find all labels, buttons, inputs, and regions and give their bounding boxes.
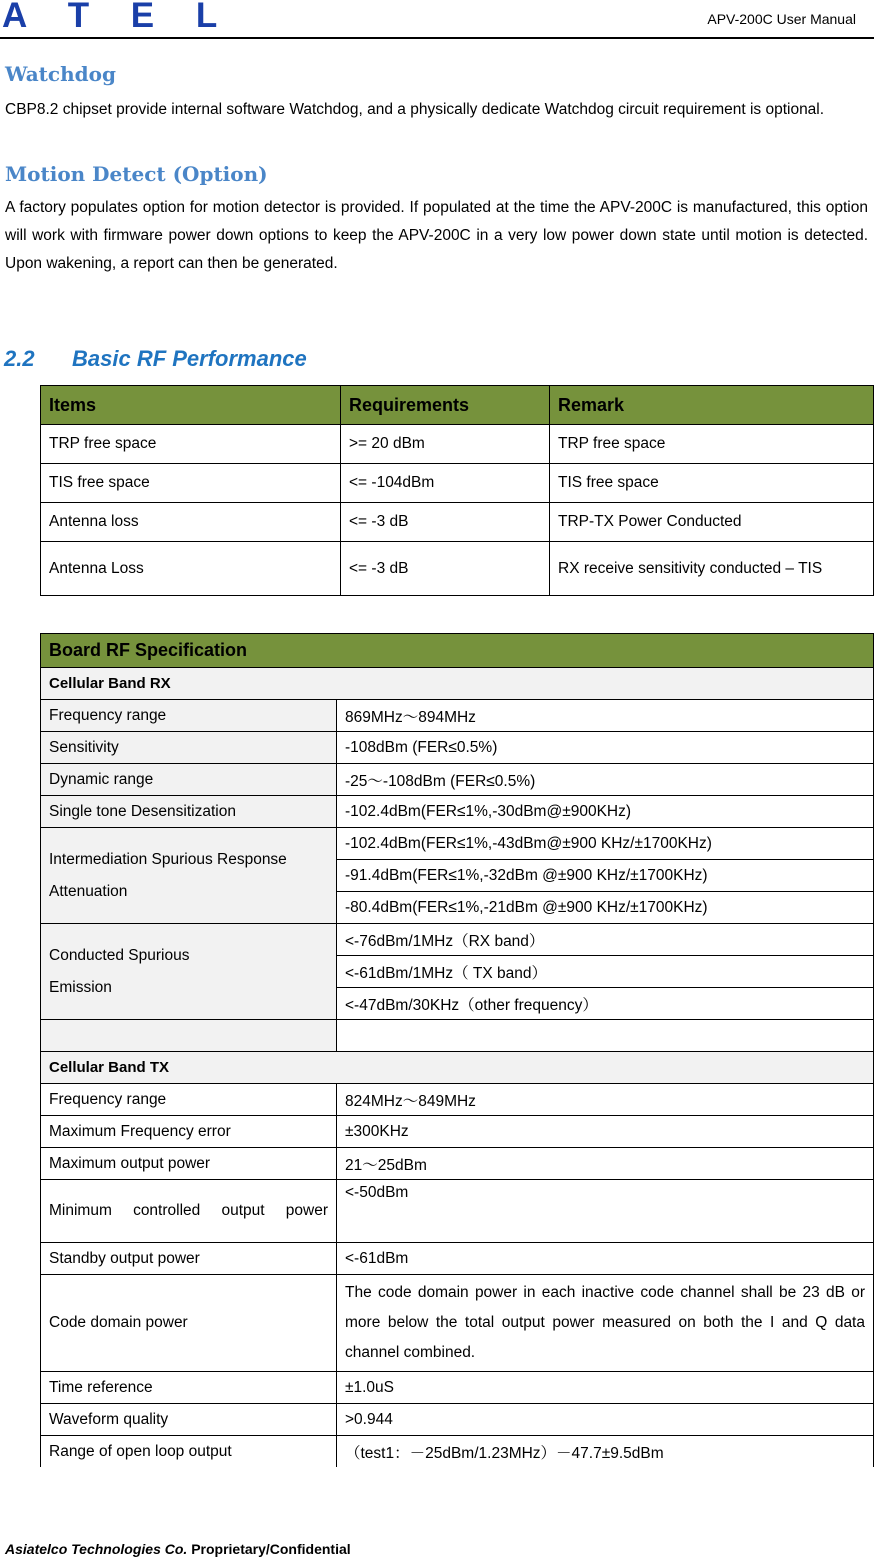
spec-value: The code domain power in each inactive code channel shall be 23 dB or more below the total output power measured on both the I and Q data channel combined. [337,1275,874,1372]
board-rf-table [40,633,874,1467]
section-title [4,346,307,372]
cell-remark: TRP free space [550,425,874,464]
table-row [41,1436,874,1468]
basic-rf-table [40,385,874,596]
spec-value: 824MHz～849MHz [337,1084,874,1116]
footer-note: Proprietary/Confidential [191,1541,351,1557]
cell-item: TIS free space [41,464,341,503]
watchdog-paragraph: CBP8.2 chipset provide internal software Watchdog, and a physically dedicate Watchdog circuit requirement is optional. [5,101,825,118]
table-row [41,828,874,860]
spec-label: Maximum output power [41,1148,337,1180]
header-divider [0,37,874,39]
table-row [41,464,874,503]
cell-item: Antenna loss [41,503,341,542]
cse-label: Conducted Spurious Emission [41,924,337,1020]
spec-value: <-61dBm [337,1243,874,1275]
cell-requirement: <= -104dBm [341,464,550,503]
table-row [41,1180,874,1243]
table-row [41,764,874,796]
empty-cell [41,1020,337,1052]
spec-label: Frequency range [41,1084,337,1116]
spec-label: Maximum Frequency error [41,1116,337,1148]
spec-value: -102.4dBm(FER≤1%,-43dBm@±900 KHz/±1700KHz) [337,828,874,860]
spec-value: >0.944 [337,1404,874,1436]
spec-label: Code domain power [41,1275,337,1372]
spec-value: <-50dBm [337,1180,874,1243]
table-row [41,700,874,732]
table-row [41,503,874,542]
spec-value: ±1.0uS [337,1372,874,1404]
header-requirements: Requirements [341,386,550,425]
spec-value: -80.4dBm(FER≤1%,-21dBm @±900 KHz/±1700KHz) [337,892,874,924]
table-row [41,1404,874,1436]
spec-value: <-61dBm/1MHz（ TX band） [337,956,874,988]
spec-value: ±300KHz [337,1116,874,1148]
table-row [41,1148,874,1180]
section-number: 2.2 [4,346,35,371]
footer-company: Asiatelco Technologies Co. [5,1541,188,1557]
cell-requirement: <= -3 dB [341,503,550,542]
cell-remark: TIS free space [550,464,874,503]
table-header-row [41,386,874,425]
spec-value: <-76dBm/1MHz（RX band） [337,924,874,956]
spec-label: Minimum controlled output power [41,1180,337,1243]
spec-value: 21～25dBm [337,1148,874,1180]
table-row [41,732,874,764]
document-title: APV-200C User Manual [707,11,856,27]
cell-requirement: >= 20 dBm [341,425,550,464]
company-logo: A T E L [2,0,234,35]
cell-item: TRP free space [41,425,341,464]
spec-label: Single tone Desensitization [41,796,337,828]
spec-label: Frequency range [41,700,337,732]
spec-label: Time reference [41,1372,337,1404]
table-row [41,425,874,464]
cell-remark: RX receive sensitivity conducted – TIS [550,542,874,596]
spec-value: -102.4dBm(FER≤1%,-30dBm@±900KHz) [337,796,874,828]
table-row [41,924,874,956]
cell-remark: TRP-TX Power Conducted [550,503,874,542]
spec-label: Waveform quality [41,1404,337,1436]
motion-detect-heading: Motion Detect (Option) [5,162,268,186]
table-row [41,1275,874,1372]
tx-band-label: Cellular Band TX [41,1052,874,1084]
table-row [41,1116,874,1148]
table-row [41,1243,874,1275]
spec-label: Standby output power [41,1243,337,1275]
spec-value: <-47dBm/30KHz（other frequency） [337,988,874,1020]
spec-value: -108dBm (FER≤0.5%) [337,732,874,764]
table-row [41,542,874,596]
spec-label: Dynamic range [41,764,337,796]
watchdog-heading: Watchdog [5,62,116,86]
header-items: Items [41,386,341,425]
spec-value: 869MHz～894MHz [337,700,874,732]
spec-value: -25～-108dBm (FER≤0.5%) [337,764,874,796]
spec-value: （test1：－25dBm/1.23MHz）－47.7±9.5dBm [337,1436,874,1468]
motion-detect-paragraph: A factory populates option for motion detector is provided. If populated at the time the APV-200C is manufactured, this option will work with firmware power down options to keep the APV-200C in a very low power down state until motion is detected. Upon wakening, a report can then be generated. [5,199,868,272]
rx-band-row [41,668,874,700]
table-row [41,796,874,828]
spec-label: Sensitivity [41,732,337,764]
cell-item: Antenna Loss [41,542,341,596]
table-row [41,1372,874,1404]
board-table-title: Board RF Specification [41,634,874,668]
imd-label: Intermediation Spurious Response Attenuation [41,828,337,924]
cell-requirement: <= -3 dB [341,542,550,596]
empty-row [41,1020,874,1052]
spec-label: Range of open loop output [41,1436,337,1468]
rx-band-label: Cellular Band RX [41,668,874,700]
table-row [41,1084,874,1116]
spec-value: -91.4dBm(FER≤1%,-32dBm @±900 KHz/±1700KHz) [337,860,874,892]
page-footer [5,1541,351,1557]
board-table-title-row [41,634,874,668]
section-name: Basic RF Performance [72,346,307,371]
tx-band-row [41,1052,874,1084]
header-remark: Remark [550,386,874,425]
empty-cell [337,1020,874,1052]
